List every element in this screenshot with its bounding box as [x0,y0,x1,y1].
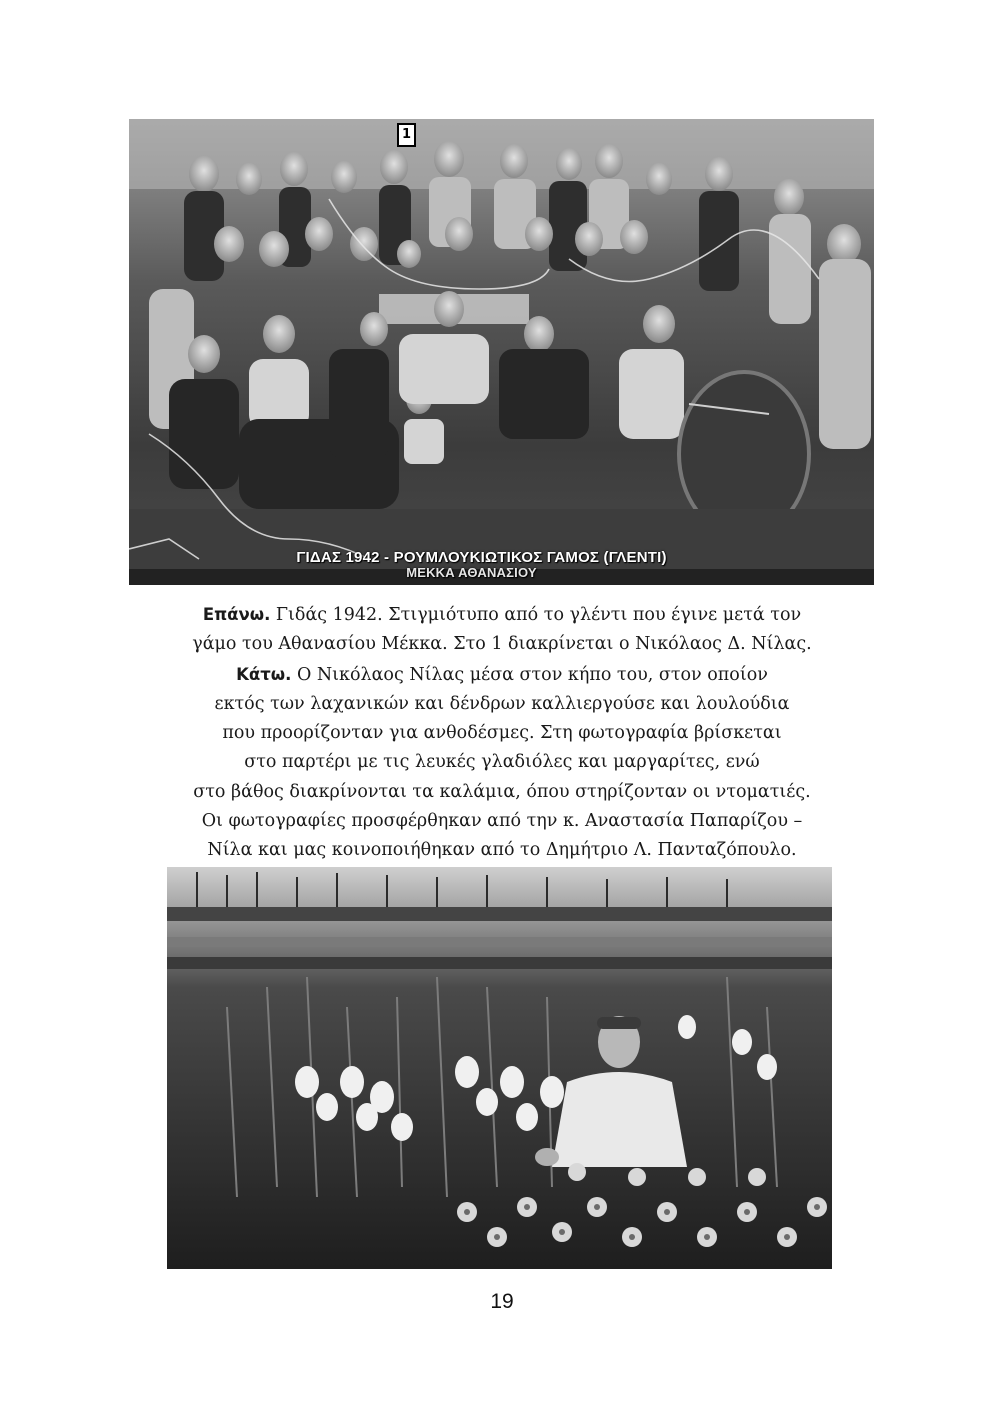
caption-line-5: που προορίζονταν για ανθοδέσμες. Στη φωτογραφία βρίσκεται [222,723,782,744]
caption-line-4: εκτός των λαχανικών και δένδρων καλλιεργούσε και λουλούδια [214,693,790,714]
photo-overlay-subtitle: ΜΕΚΚΑ ΑΘΑΝΑΣΙΟΥ [406,565,537,580]
caption-line-8: Οι φωτογραφίες προσφέρθηκαν από την κ. Αναστασία Παπαρίζου – [201,811,803,832]
garden-photo [167,867,832,1269]
caption-line-9: Νίλα και μας κοινοποιήθηκαν από το Δημήτριο Λ. Πανταζόπουλο. [207,840,797,861]
marker-number-badge: 1 [397,123,416,147]
photo-overlay-title: ΓΙΔΑΣ 1942 - ΡΟΥΜΛΟΥΚΙΩΤΙΚΟΣ ΓΑΜΟΣ (ΓΛΕΝΤΙ) [296,549,667,566]
caption-line-3-text: Ο Νικόλαος Νίλας μέσα στον κήπο του, στον οποίον [291,664,768,685]
caption-lead-above: Επάνω. [202,605,271,624]
caption-lead-below: Κάτω. [236,664,292,684]
caption-line-1-text: Γιδάς 1942. Στιγμιότυπο από το γλέντι που έγινε μετά τον [270,605,802,625]
caption-line-1 [100,600,904,630]
wedding-feast-photo [129,119,874,585]
garden-photo-graphic [167,867,832,1269]
caption-line-2: γάμο του Αθανασίου Μέκκα. Στο 1 διακρίνεται ο Νικόλαος Δ. Νίλας. [192,634,812,655]
photo-caption [100,600,904,866]
caption-line-6: στο παρτέρι με τις λευκές γλαδιόλες και μαργαρίτες, ενώ [244,752,760,773]
page-number: 19 [490,1290,514,1313]
wedding-feast-photo-graphic [129,119,874,585]
caption-line-3 [100,660,904,690]
caption-line-7: στο βάθος διακρίνονται τα καλάμια, όπου στηρίζονταν οι ντοματιές. [193,781,811,802]
